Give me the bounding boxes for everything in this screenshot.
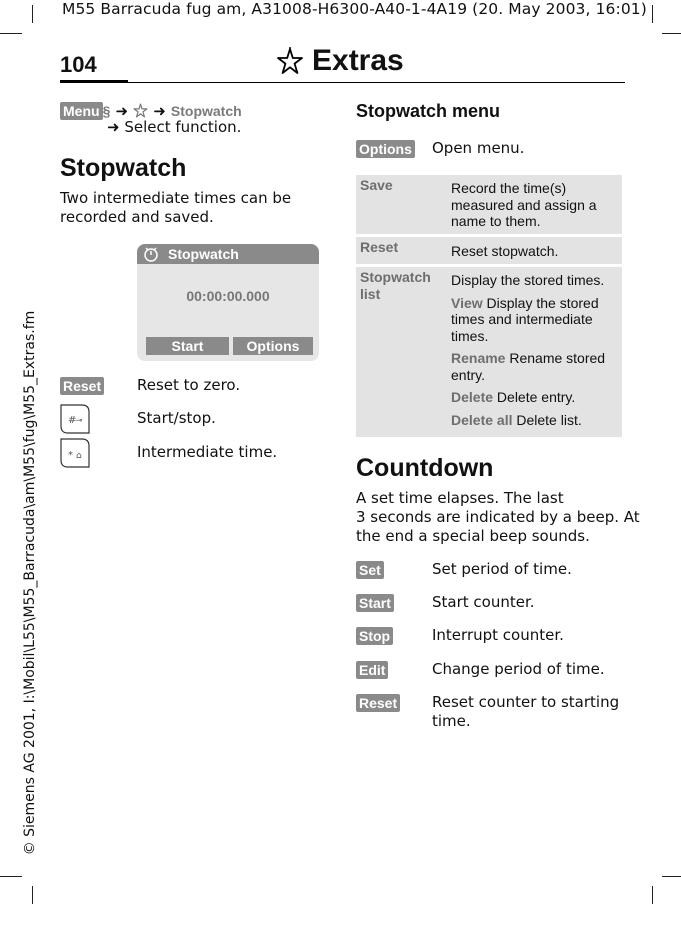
key-reset-desc: Reset to zero.	[137, 376, 241, 394]
sub-item-delete	[451, 389, 619, 406]
sub-text: Delete list.	[512, 411, 582, 428]
display-title-bar	[137, 244, 319, 264]
nav-target: Stopwatch	[170, 103, 242, 119]
sub-text: Display the stored	[482, 294, 599, 311]
edit-softkey: Edit	[356, 661, 388, 679]
key-stop	[356, 626, 393, 645]
header-rule	[128, 82, 625, 83]
select-function-line: ➜ Select function.	[107, 118, 242, 136]
stopwatch-intro-line2: recorded and saved.	[60, 208, 214, 226]
stopwatch-icon	[143, 246, 159, 262]
countdown-intro-line3: the end a special beep sounds.	[356, 527, 590, 545]
sub-term: View	[451, 294, 483, 311]
header-rule-thick	[60, 80, 128, 83]
stopwatch-intro-line1: Two intermediate times can be	[60, 189, 292, 207]
stopwatch-heading: Stopwatch	[60, 154, 187, 182]
menu-symbol: §	[102, 103, 111, 119]
countdown-intro-line1: A set time elapses. The last	[356, 489, 564, 507]
svg-text:*: *	[68, 450, 73, 461]
crop-mark	[32, 5, 33, 23]
running-head: M55 Barracuda fug am, A31008-H6300-A40-1-4A19 (20. May 2003, 16:01)	[62, 0, 647, 18]
menu-softkey: Menu	[60, 102, 103, 120]
key-edit	[356, 660, 388, 679]
key-start-desc: Start counter.	[432, 593, 535, 611]
sub-item-delete-all	[451, 412, 619, 429]
key-reset	[60, 376, 104, 395]
key-stop-desc: Interrupt counter.	[432, 626, 564, 644]
crop-mark	[652, 886, 653, 904]
menu-row-reset	[356, 237, 622, 264]
desc-intro: Display the stored times.	[451, 272, 605, 288]
options-key	[356, 139, 415, 158]
nav-arrow: ➜	[153, 102, 166, 120]
key-reset-counter-desc-line1: Reset counter to starting	[432, 693, 620, 711]
menu-row-desc	[451, 243, 619, 260]
phone-display	[137, 244, 319, 361]
start-softkey: Start	[356, 594, 394, 612]
sub-text: times and intermediate	[451, 311, 593, 327]
countdown-heading: Countdown	[356, 454, 494, 482]
options-desc: Open menu.	[432, 139, 525, 157]
key-star-desc: Intermediate time.	[137, 443, 278, 461]
menu-row-label	[360, 269, 431, 303]
sub-text: times.	[451, 327, 489, 344]
crop-mark	[652, 5, 653, 23]
menu-row-stopwatch-list	[356, 267, 622, 437]
menu-row-label: Save	[360, 177, 393, 193]
display-time: 00:00:00.000	[186, 288, 270, 304]
svg-text:#: #	[68, 415, 77, 426]
nav-arrow: ➜	[115, 102, 129, 120]
desc-line: measured and assign a	[451, 196, 597, 213]
set-softkey: Set	[356, 561, 384, 579]
options-softkey: Options	[356, 140, 415, 158]
section-title-text: Extras	[312, 44, 404, 77]
reset-softkey: Reset	[356, 694, 400, 712]
copyright-text: © Siemens AG 2001, I:\Mobil\L55\M55_Barracuda\am\M55\fug\M55_Extras.fm	[22, 310, 38, 856]
sub-text: entry.	[451, 366, 485, 383]
menu-row-desc	[451, 272, 619, 428]
sub-term: Delete all	[451, 411, 513, 428]
stopwatch-menu-heading: Stopwatch menu	[356, 101, 501, 121]
hash-key-icon	[60, 404, 90, 434]
crop-mark	[662, 876, 681, 877]
desc-line: Reset stopwatch.	[451, 243, 559, 259]
crop-mark	[662, 33, 681, 34]
extras-star-icon	[133, 103, 148, 118]
section-title	[276, 44, 404, 78]
reset-softkey: Reset	[60, 377, 104, 395]
key-set	[356, 560, 384, 579]
key-edit-desc: Change period of time.	[432, 660, 605, 678]
sub-text: Delete entry.	[493, 389, 576, 405]
key-set-desc: Set period of time.	[432, 560, 572, 578]
star-key-icon	[60, 438, 90, 468]
desc-line: Record the time(s)	[451, 180, 567, 196]
svg-text:⌂: ⌂	[76, 451, 82, 461]
label-line: Stopwatch	[360, 269, 431, 285]
softkey-start[interactable]: Start	[146, 337, 229, 355]
key-hash-desc: Start/stop.	[137, 409, 216, 427]
key-reset-counter	[356, 693, 400, 712]
label-line: list	[360, 286, 381, 302]
display-title: Stopwatch	[168, 246, 239, 262]
sub-text: Rename stored	[505, 350, 606, 366]
sub-term: Rename	[451, 350, 506, 366]
sub-item-view	[451, 295, 619, 312]
sub-item-rename	[451, 350, 619, 367]
menu-row-save	[356, 175, 622, 234]
extras-star-icon	[276, 47, 304, 75]
copyright-sidebar	[0, 0, 38, 907]
desc-line: name to them.	[451, 213, 541, 229]
sub-term: Delete	[451, 389, 494, 405]
menu-row-label: Reset	[360, 239, 399, 255]
softkey-options[interactable]: Options	[233, 337, 313, 355]
svg-text:⊸: ⊸	[75, 416, 83, 426]
stop-softkey: Stop	[356, 627, 393, 645]
page-number: 104	[60, 52, 97, 77]
countdown-intro-line2: 3 seconds are indicated by a beep. At	[356, 508, 640, 526]
key-reset-counter-desc-line2: time.	[432, 712, 471, 730]
key-start	[356, 593, 394, 612]
menu-row-desc	[451, 180, 619, 230]
